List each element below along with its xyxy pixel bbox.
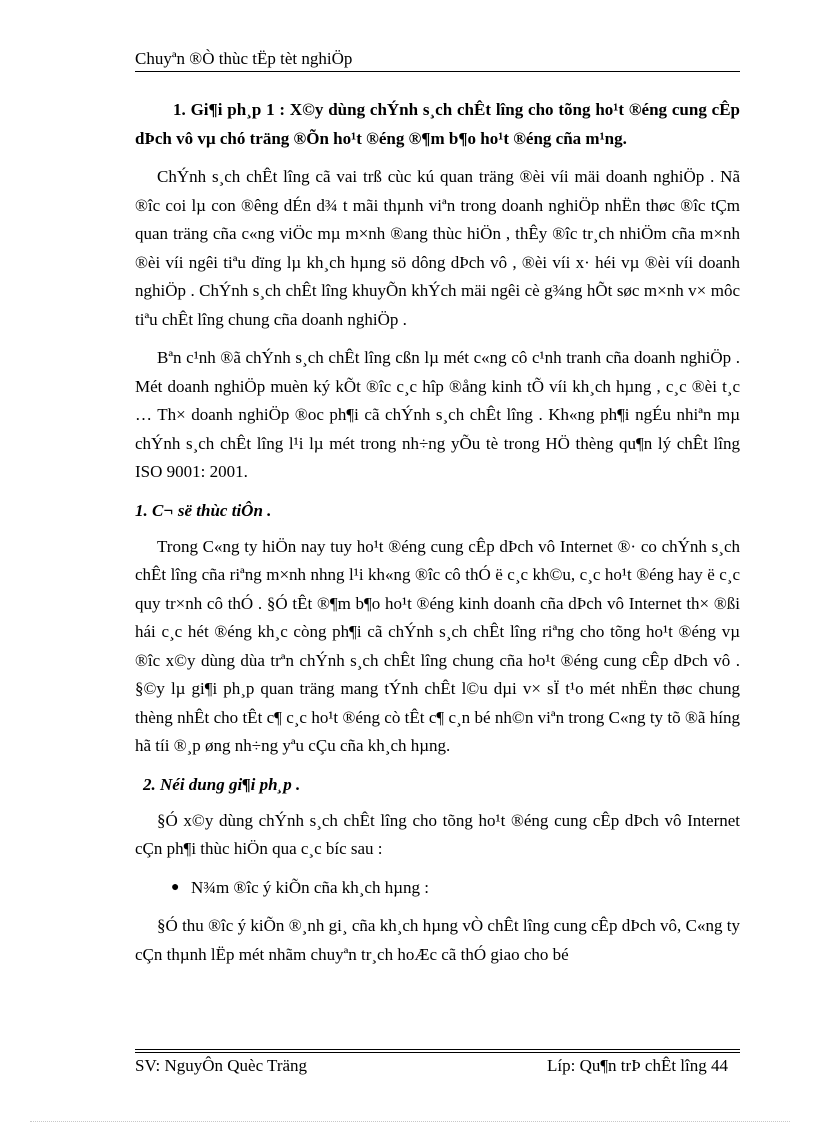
section-heading: 1. Gi¶i ph¸p 1 : X©y dùng chÝnh s¸ch chÊt lîng cho tõng ho¹t ®éng cung cÊp dÞch vô vµ chó träng ®Õn ho¹t ®éng ®¶m b¶o ho¹t ®éng cña m¹ng. (135, 100, 740, 148)
paragraph: §Ó thu ®îc ý kiÕn ®¸nh gi¸ cña kh¸ch hµng vÒ chÊt lîng cung cÊp dÞch vô, C«ng ty cÇn thµnh lËp mét nhãm chuyªn tr¸ch hoÆc cã thÓ giao cho bé (135, 916, 740, 964)
document-body (135, 96, 740, 979)
footer-rule (135, 1049, 740, 1050)
footer-rule (135, 1052, 740, 1053)
bullet-icon: ● (171, 879, 180, 895)
paragraph: Trong C«ng ty hiÖn nay tuy ho¹t ®éng cung cÊp dÞch vô Internet ®· co chÝnh s¸ch chÊt lîng cña riªng m×nh nhng l¹i kh«ng ®îc cô thÓ ë c¸c kh©u, c¸c ho¹t ®éng hay ë c¸c quy tr×nh cô thÓ . §Ó tÊt ®¶m b¶o ho¹t ®éng kinh doanh cña dÞch vô Internet th× ®ßi hái c¸c hét ®éng kh¸c còng ph¶i cã chÝnh s¸ch chÊt lîng riªng cho tõng ho¹t ®éng vµ ®îc x©y dùng dùa trªn chÝnh s¸ch chÊt lîng chung cña ho¹t ®éng cung cÊp dÞch vô . §©y lµ gi¶i ph¸p quan träng mang tÝnh chÊt l©u dµi v× sÏ t¹o mét nhËn thøc chung thèng nhÊt cho tÊt c¶ c¸c ho¹t ®éng cò tÊt c¶ c¸n bé nh©n viªn trong C«ng ty tõ ®ã híng hã tíi ®¸p øng nh÷ng yªu cÇu cña kh¸ch hµng. (135, 536, 740, 755)
page-edge-divider (30, 1121, 790, 1122)
bullet-text: N¾m ®îc ý kiÕn cña kh¸ch hµng : (191, 877, 429, 897)
header-rule (135, 71, 740, 72)
footer-class-page: Líp: Qu¶n trÞ chÊt lîng 44 (547, 1056, 728, 1075)
footer-student: SV: NguyÔn Quèc Träng (135, 1056, 308, 1075)
subsection-heading: 2. Néi dung gi¶i ph¸p . (143, 774, 301, 794)
paragraph: Bªn c¹nh ®ã chÝnh s¸ch chÊt lîng cßn lµ mét c«ng cô c¹nh tranh cña doanh nghiÖp . Mét doanh nghiÖp muèn ký kÕt ®îc c¸c hîp ®ång kinh tÕ víi kh¸ch hµng , c¸c ®èi t¸c … Th× doanh nghiÖp ®oc ph¶i cã chÝnh s¸ch chÊt lîng . Kh«ng ph¶i ngÉu nhiªn mµ chÝnh s¸ch chÊt lîng l¹i lµ mét trong nh÷ng yÕu tè trong HÖ thèng qu¶n lý chÊt lîng ISO 9001: 2001. (135, 348, 740, 481)
bullet-item (135, 874, 740, 903)
paragraph: ChÝnh s¸ch chÊt lîng cã vai trß cùc kú quan träng ®èi víi mäi doanh nghiÖp . Nã ®îc coi lµ con ®êng dÉn d¾ t mãi thµnh viªn trong doanh nghiÖp nhËn thøc ®îc tÇm quan träng cña c«ng viÖc mµ m×nh ®ang thùc hiÖn , thÊy ®îc tr¸ch nhiÖm cña m×nh ®èi víi ngêi tiªu dïng lµ kh¸ch hµng sö dông dÞch vô , ®èi víi x· héi vµ ®èi víi doanh nghiÖp . ChÝnh s¸ch chÊt lîng khuyÕn khÝch mäi ngêi cè g¾ng hÕt søc m×nh v× môc tiªu chÊt lîng chung cña doanh nghiÖp . (135, 167, 740, 329)
subsection-heading: 1. C¬ së thùc tiÔn . (135, 500, 272, 520)
running-header: Chuyªn ®Ò thùc tËp tèt nghiÖp (135, 49, 353, 68)
paragraph: §Ó x©y dùng chÝnh s¸ch chÊt lîng cho tõng ho¹t ®éng cung cÊp dÞch vô Internet cÇn ph¶i thùc hiÖn qua c¸c bíc sau : (135, 810, 740, 858)
